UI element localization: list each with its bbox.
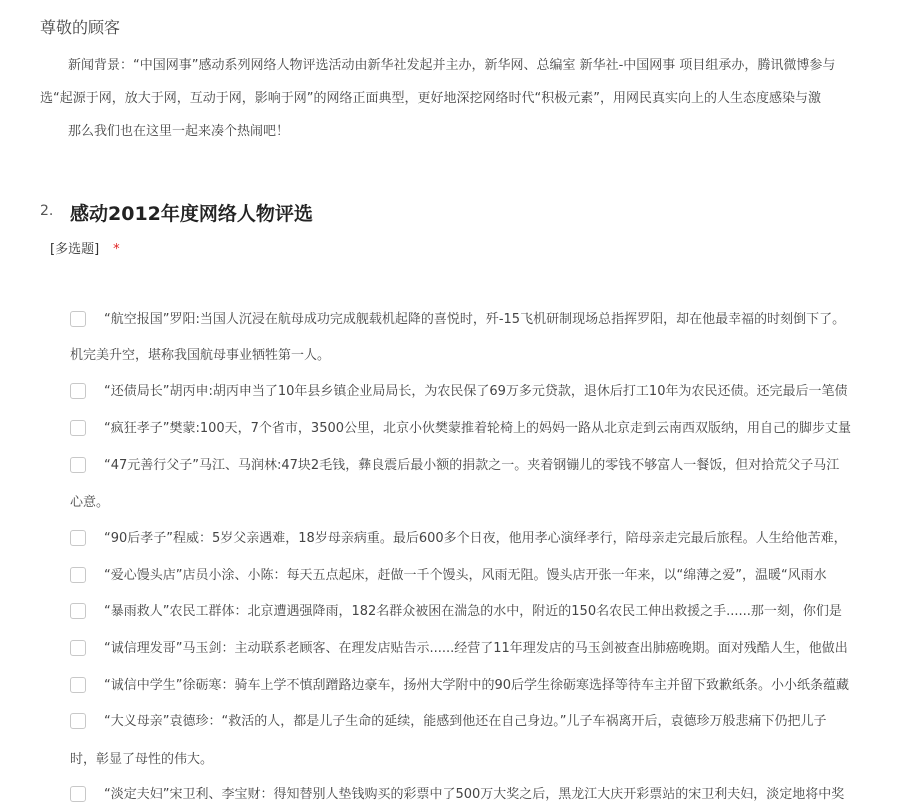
option-label: “疯狂孝子”樊蒙:100天，7个省市，3500公里，北京小伙樊蒙推着轮椅上的妈妈一路从北京走到云南西双版纳，用自己的脚步丈量 — [104, 421, 852, 436]
option-label-continuation: 时，彰显了母性的伟大。 — [70, 752, 214, 767]
checkbox[interactable] — [70, 457, 86, 473]
option-label: “淡定夫妇”宋卫利、李宝财：得知替别人垫钱购买的彩票中了500万大奖之后，黑龙江大庆开彩票站的宋卫利夫妇，淡定地将中奖 — [104, 787, 845, 802]
question-type-label — [50, 238, 120, 257]
checkbox[interactable] — [70, 603, 86, 619]
greeting-text: 尊敬的顾客 — [40, 18, 121, 37]
option-label: “90后孝子”程威：5岁父亲遇难，18岁母亲病重。最后600多个日夜，他用孝心演绎孝行，陪母亲走完最后旅程。人生给他苦难， — [104, 531, 847, 546]
option-label: “47元善行父子”马江、马润林:47块2毛钱，彝良震后最小额的捐款之一。夹着钢镚儿的零钱不够富人一餐饭，但对拾荒父子马江 — [104, 458, 840, 473]
checkbox[interactable] — [70, 640, 86, 656]
option-label-continuation: 心意。 — [70, 495, 110, 510]
intro-line-1: 新闻背景：“中国网事”感动系列网络人物评选活动由新华社发起并主办，新华网、总编室 新华社-中国网事 项目组承办，腾讯微博参与 — [68, 58, 836, 73]
option-label-continuation: 机完美升空，堪称我国航母事业牺牲第一人。 — [70, 348, 331, 363]
checkbox[interactable] — [70, 677, 86, 693]
option-label: “暴雨救人”农民工群体：北京遭遇强降雨，182名群众被困在湍急的水中，附近的150名农民工伸出救援之手......那一刻，你们是 — [104, 604, 842, 619]
checkbox[interactable] — [70, 383, 86, 399]
question-number: 2. — [40, 203, 54, 219]
question-title: 感动2012年度网络人物评选 — [70, 203, 313, 225]
intro-line-2: 选“起源于网，放大于网，互动于网，影响于网”的网络正面典型，更好地深挖网络时代“积极元素”，用网民真实向上的人生态度感染与激 — [40, 91, 821, 106]
checkbox[interactable] — [70, 713, 86, 729]
option-label: “大义母亲”袁德珍：“救活的人，都是儿子生命的延续，能感到他还在自己身边。”儿子车祸离开后，袁德珍万般悲痛下仍把儿子 — [104, 714, 827, 729]
question-type: [多选题] — [50, 242, 100, 257]
option-label: “爱心馒头店”店员小涂、小陈：每天五点起床，赶做一千个馒头，风雨无阻。馒头店开张一年来，以“绵薄之爱”，温暖“风雨水 — [104, 568, 827, 583]
checkbox[interactable] — [70, 567, 86, 583]
option-label: “航空报国”罗阳:当国人沉浸在航母成功完成舰载机起降的喜悦时，歼-15飞机研制现场总指挥罗阳，却在他最幸福的时刻倒下了。 — [104, 312, 846, 327]
option-label: “还债局长”胡丙申:胡丙申当了10年县乡镇企业局局长，为农民保了69万多元贷款，退休后打工10年为农民还债。还完最后一笔债 — [104, 384, 848, 399]
required-asterisk: * — [113, 242, 120, 257]
option-label: “诚信中学生”徐砺寒：骑车上学不慎刮蹭路边豪车，扬州大学附中的90后学生徐砺寒选择等待车主并留下致歉纸条。小小纸条蕴藏 — [104, 678, 850, 693]
checkbox[interactable] — [70, 420, 86, 436]
option-label: “诚信理发哥”马玉剑：主动联系老顾客、在理发店贴告示......经营了11年理发店的马玉剑被查出肺癌晚期。面对残酷人生，他做出 — [104, 641, 848, 656]
checkbox[interactable] — [70, 311, 86, 327]
checkbox[interactable] — [70, 530, 86, 546]
intro-line-3: 那么我们也在这里一起来凑个热闹吧！ — [68, 124, 290, 139]
